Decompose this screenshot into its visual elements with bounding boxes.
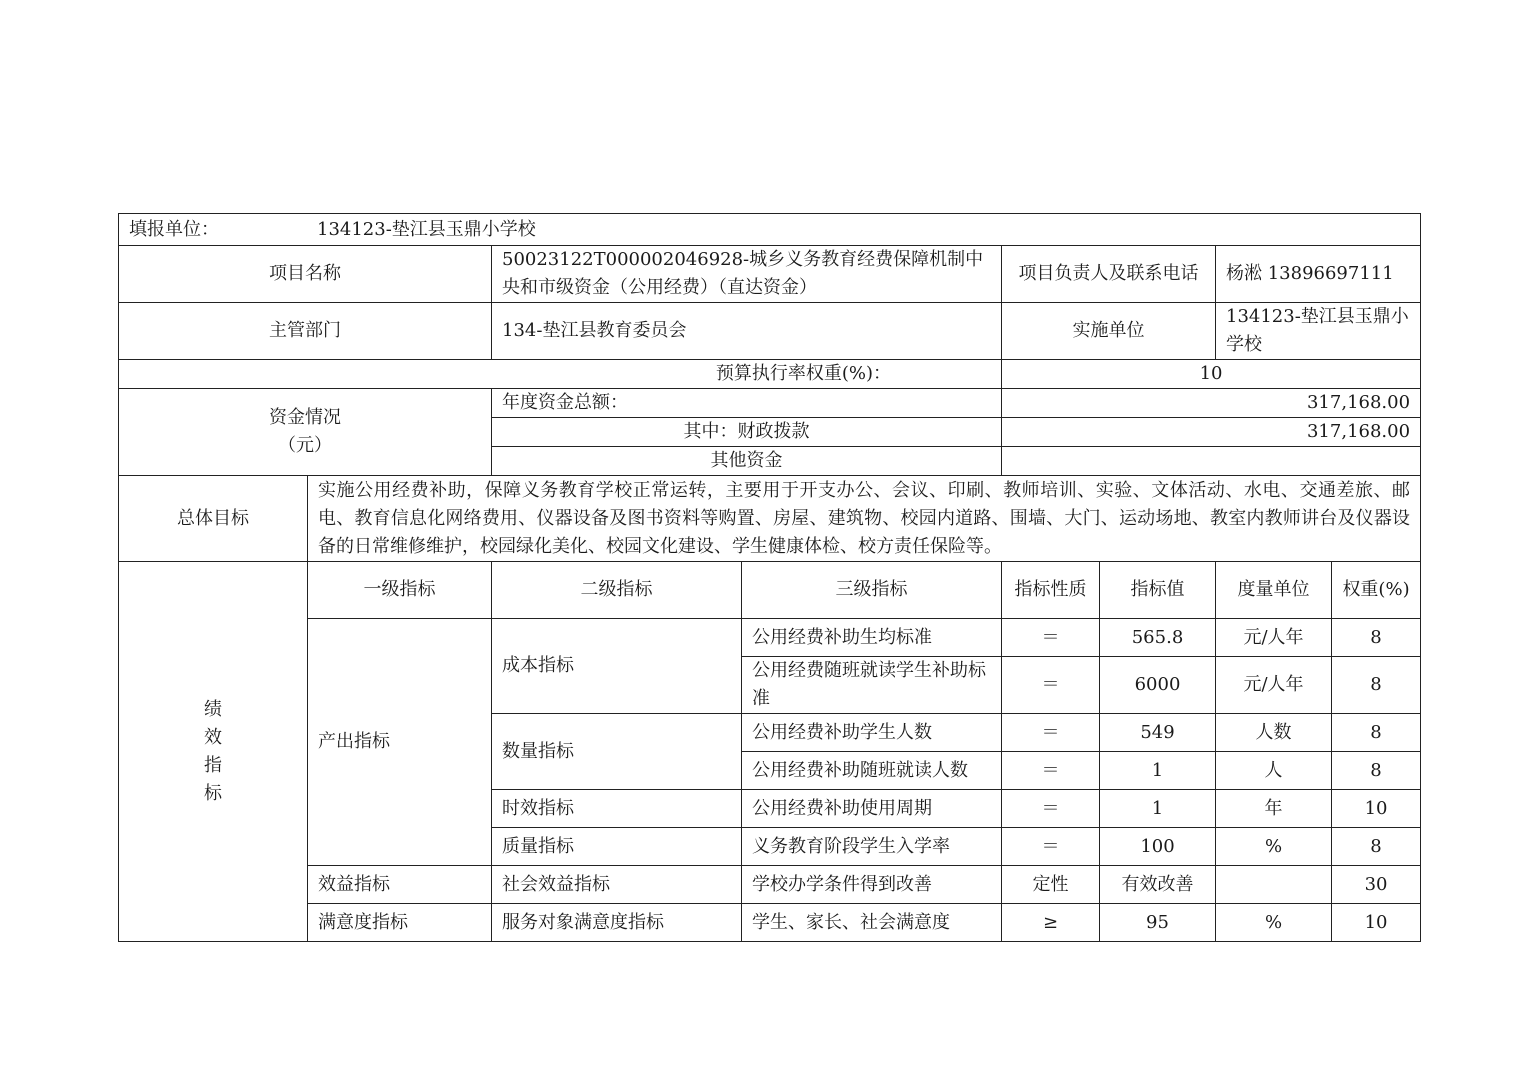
level2-social: 社会效益指标 xyxy=(492,866,742,904)
value-cell: 有效改善 xyxy=(1100,866,1216,904)
nature-cell: ＝ xyxy=(1002,657,1100,714)
value-cell: 1 xyxy=(1100,790,1216,828)
weight-cell: 8 xyxy=(1332,828,1421,866)
nature-cell: ≥ xyxy=(1002,904,1100,942)
level2-quantity: 数量指标 xyxy=(492,714,742,790)
funds-label xyxy=(119,389,492,476)
funds-total-label: 年度资金总额： xyxy=(492,389,1002,418)
header-value: 指标值 xyxy=(1100,562,1216,619)
unit-cell xyxy=(1216,866,1332,904)
weight-cell: 8 xyxy=(1332,752,1421,790)
budget-weight-row xyxy=(119,360,1421,389)
performance-indicators-label xyxy=(119,562,308,942)
header-level3: 三级指标 xyxy=(742,562,1002,619)
unit-cell: % xyxy=(1216,904,1332,942)
department-row xyxy=(119,303,1421,360)
performance-goal-table xyxy=(118,213,1421,942)
header-weight: 权重(%) xyxy=(1332,562,1421,619)
funds-fiscal-label: 其中：财政拨款 xyxy=(492,418,1002,447)
funds-label-line1: 资金情况 xyxy=(269,407,341,428)
level2-service: 服务对象满意度指标 xyxy=(492,904,742,942)
performance-label-char: 标 xyxy=(204,782,222,804)
level1-benefit: 效益指标 xyxy=(308,866,492,904)
nature-cell: ＝ xyxy=(1002,828,1100,866)
weight-cell: 8 xyxy=(1332,714,1421,752)
funds-total-value: 317,168.00 xyxy=(1002,389,1421,418)
level1-output: 产出指标 xyxy=(308,619,492,866)
level3-cell: 义务教育阶段学生入学率 xyxy=(742,828,1002,866)
project-name-row xyxy=(119,246,1421,303)
performance-label-char: 指 xyxy=(204,754,222,776)
project-name-value: 50023122T000002046928-城乡义务教育经费保障机制中央和市级资金（公用经费）（直达资金） xyxy=(492,246,1002,303)
weight-cell: 8 xyxy=(1332,619,1421,657)
level2-timeliness: 时效指标 xyxy=(492,790,742,828)
filing-unit-row xyxy=(119,214,1421,246)
implementing-unit-label: 实施单位 xyxy=(1002,303,1216,360)
level3-cell: 公用经费随班就读学生补助标准 xyxy=(742,657,1002,714)
project-contact-value: 杨淞 13896697111 xyxy=(1216,246,1421,303)
level3-cell: 公用经费补助使用周期 xyxy=(742,790,1002,828)
header-level1: 一级指标 xyxy=(308,562,492,619)
nature-cell: 定性 xyxy=(1002,866,1100,904)
level2-cost: 成本指标 xyxy=(492,619,742,714)
unit-cell: 元/人年 xyxy=(1216,619,1332,657)
weight-cell: 30 xyxy=(1332,866,1421,904)
level3-cell: 公用经费补助学生人数 xyxy=(742,714,1002,752)
overall-goal-row xyxy=(119,476,1421,562)
unit-cell: % xyxy=(1216,828,1332,866)
performance-label-char: 效 xyxy=(204,726,222,748)
value-cell: 1 xyxy=(1100,752,1216,790)
level2-quality: 质量指标 xyxy=(492,828,742,866)
header-unit: 度量单位 xyxy=(1216,562,1332,619)
funds-fiscal-value: 317,168.00 xyxy=(1002,418,1421,447)
unit-cell: 人 xyxy=(1216,752,1332,790)
nature-cell: ＝ xyxy=(1002,752,1100,790)
unit-cell: 元/人年 xyxy=(1216,657,1332,714)
nature-cell: ＝ xyxy=(1002,619,1100,657)
department-value: 134-垫江县教育委员会 xyxy=(492,303,1002,360)
header-nature: 指标性质 xyxy=(1002,562,1100,619)
overall-goal-text: 实施公用经费补助，保障义务教育学校正常运转，主要用于开支办公、会议、印刷、教师培训、实验、文体活动、水电、交通差旅、邮电、教育信息化网络费用、仪器设备及图书资料等购置、房屋、建筑物、校园内道路、围墙、大门、运动场地、教室内教师讲台及仪器设备的日常维修维护，校园绿化美化、校园文化建设、学生健康体检、校方责任保险等。 xyxy=(308,476,1421,562)
unit-cell: 人数 xyxy=(1216,714,1332,752)
filing-unit-value: 134123-垫江县玉鼎小学校 xyxy=(317,218,536,240)
value-cell: 549 xyxy=(1100,714,1216,752)
funds-other-value xyxy=(1002,447,1421,476)
value-cell: 6000 xyxy=(1100,657,1216,714)
level3-cell: 学生、家长、社会满意度 xyxy=(742,904,1002,942)
table-row xyxy=(119,619,1421,657)
level3-cell: 学校办学条件得到改善 xyxy=(742,866,1002,904)
implementing-unit-value: 134123-垫江县玉鼎小学校 xyxy=(1216,303,1421,360)
budget-weight-label: 预算执行率权重(%)： xyxy=(119,360,1002,389)
project-name-label: 项目名称 xyxy=(119,246,492,303)
level1-satisfaction: 满意度指标 xyxy=(308,904,492,942)
table-row xyxy=(119,904,1421,942)
weight-cell: 10 xyxy=(1332,790,1421,828)
level3-cell: 公用经费补助随班就读人数 xyxy=(742,752,1002,790)
nature-cell: ＝ xyxy=(1002,714,1100,752)
overall-goal-label: 总体目标 xyxy=(119,476,308,562)
filing-unit-label: 填报单位： xyxy=(129,218,219,240)
funds-other-label: 其他资金 xyxy=(492,447,1002,476)
table-row xyxy=(119,866,1421,904)
unit-cell: 年 xyxy=(1216,790,1332,828)
level3-cell: 公用经费补助生均标准 xyxy=(742,619,1002,657)
value-cell: 100 xyxy=(1100,828,1216,866)
value-cell: 565.8 xyxy=(1100,619,1216,657)
funds-label-line2: （元） xyxy=(278,435,332,456)
department-label: 主管部门 xyxy=(119,303,492,360)
nature-cell: ＝ xyxy=(1002,790,1100,828)
weight-cell: 10 xyxy=(1332,904,1421,942)
value-cell: 95 xyxy=(1100,904,1216,942)
project-contact-label: 项目负责人及联系电话 xyxy=(1002,246,1216,303)
budget-weight-value: 10 xyxy=(1002,360,1421,389)
weight-cell: 8 xyxy=(1332,657,1421,714)
funds-total-row xyxy=(119,389,1421,418)
header-level2: 二级指标 xyxy=(492,562,742,619)
performance-label-char: 绩 xyxy=(204,698,222,720)
indicator-header-row xyxy=(119,562,1421,619)
